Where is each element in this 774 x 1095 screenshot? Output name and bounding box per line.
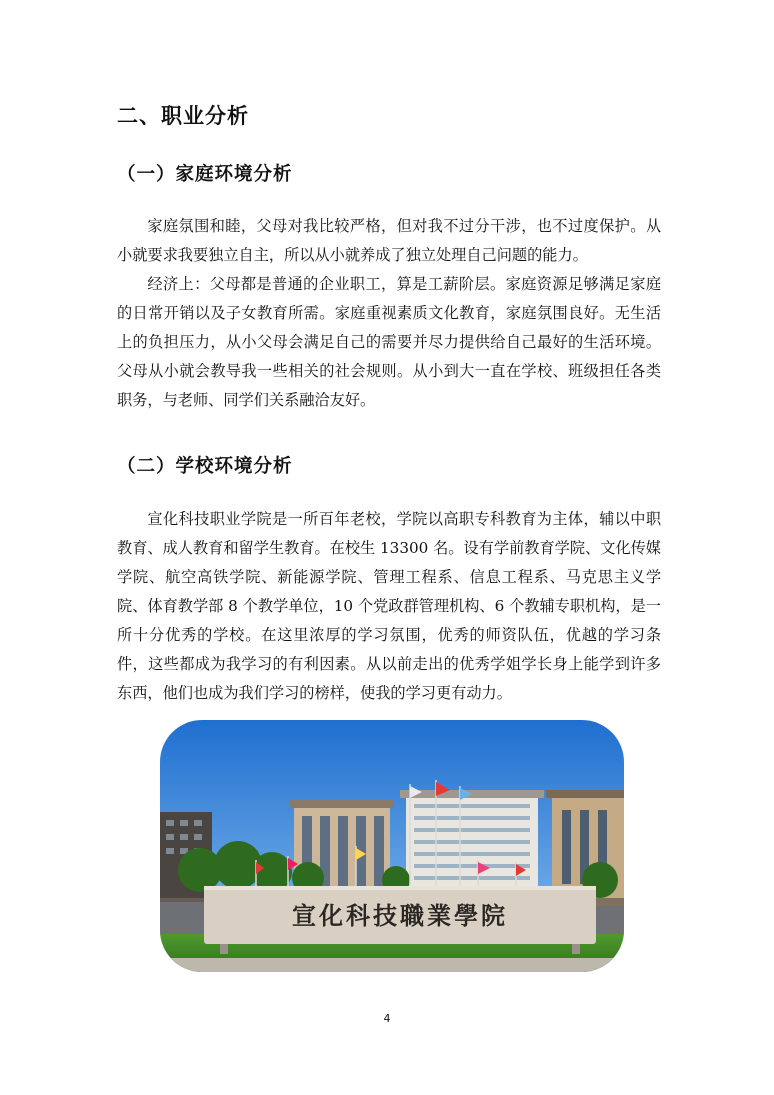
paragraph-family-atmosphere: 家庭氛围和睦，父母对我比较严格，但对我不过分干涉，也不过度保护。从小就要求我要独立自主，所以从小就养成了独立处理自己问题的能力。 bbox=[117, 217, 661, 264]
page-number: 4 bbox=[383, 1012, 391, 1025]
paragraph-family-economy: 经济上：父母都是普通的企业职工，算是工薪阶层。家庭资源足够满足家庭的日常开销以及子女教育所需。家庭重视素质文化教育，家庭氛围良好。无生活上的负担压力，从小父母会满足自己的需要并尽力提供给自己最好的生活环境。父母从小就会教导我一些相关的社会规则。从小到大一直在学校、班级担任各类职务，与老师、同学们关系融洽友好。 bbox=[117, 275, 661, 409]
subsection-title-school: （二）学校环境分析 bbox=[117, 456, 293, 477]
subsection-title-family: （一）家庭环境分析 bbox=[117, 164, 293, 185]
paragraph-school: 宣化科技职业学院是一所百年老校，学院以高职专科教育为主体，辅以中职教育、成人教育和留学生教育。在校生 13300 名。设有学前教育学院、文化传媒学院、航空高铁学院、新能源学院、管理工程系、信息工程系、马克思主义学院、体育教学部 8 个教学单位，10 个党政群管理机构、6 个教辅专职机构，是一所十分优秀的学校。在这里浓厚的学习氛围，优秀的师资队伍，优越的学习条件，这些都成为我学习的有利因素。从以前走出的优秀学姐学长身上能学到许多东西，他们也成为我们学习的榜样，使我的学习更有动力。 bbox=[117, 510, 661, 702]
section-title: 二、职业分析 bbox=[117, 104, 249, 128]
campus-sign-text: 宣化科技職業學院 bbox=[292, 901, 508, 930]
campus-photo bbox=[160, 720, 624, 972]
